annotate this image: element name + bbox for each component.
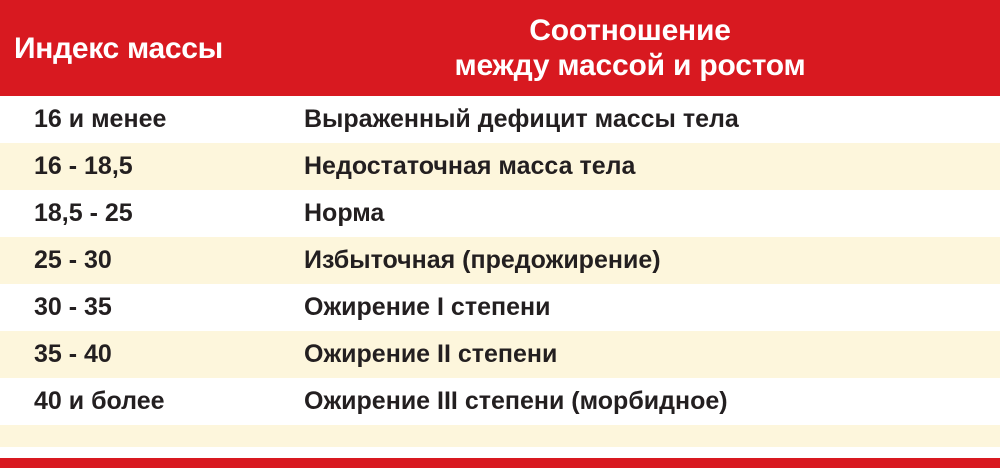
header-ratio-title-line1: Соотношение: [529, 13, 731, 47]
table-row: [0, 331, 1000, 378]
header-ratio-title: [290, 13, 1000, 83]
bmi-table-body: [0, 96, 1000, 468]
table-row: [0, 190, 1000, 237]
table-row: [0, 284, 1000, 331]
cell-description: Ожирение III степени (морбидное): [304, 387, 728, 415]
cell-index: 30 - 35: [34, 293, 112, 321]
cell-description: Норма: [304, 199, 385, 227]
table-row: [0, 96, 1000, 143]
cell-description: Избыточная (предожирение): [304, 246, 661, 274]
table-row: [0, 378, 1000, 425]
header-index-title: Индекс массы: [14, 31, 223, 65]
cell-description: Ожирение I степени: [304, 293, 551, 321]
cell-index: 18,5 - 25: [34, 199, 133, 227]
cell-index: 40 и более: [34, 387, 165, 415]
cell-index: 16 и менее: [34, 105, 167, 133]
cell-index: 25 - 30: [34, 246, 112, 274]
cell-index: 16 - 18,5: [34, 152, 133, 180]
cell-description: Выраженный дефицит массы тела: [304, 105, 739, 133]
cell-description: Недостаточная масса тела: [304, 152, 636, 180]
header-ratio-title-line2: между массой и ростом: [454, 49, 806, 82]
cell-description: Ожирение II степени: [304, 340, 558, 368]
table-header: [0, 0, 1000, 96]
table-row: [0, 143, 1000, 190]
bottom-cream-strip: [0, 425, 1000, 447]
cell-index: 35 - 40: [34, 340, 112, 368]
table-row: [0, 237, 1000, 284]
bottom-red-bar: [0, 458, 1000, 468]
